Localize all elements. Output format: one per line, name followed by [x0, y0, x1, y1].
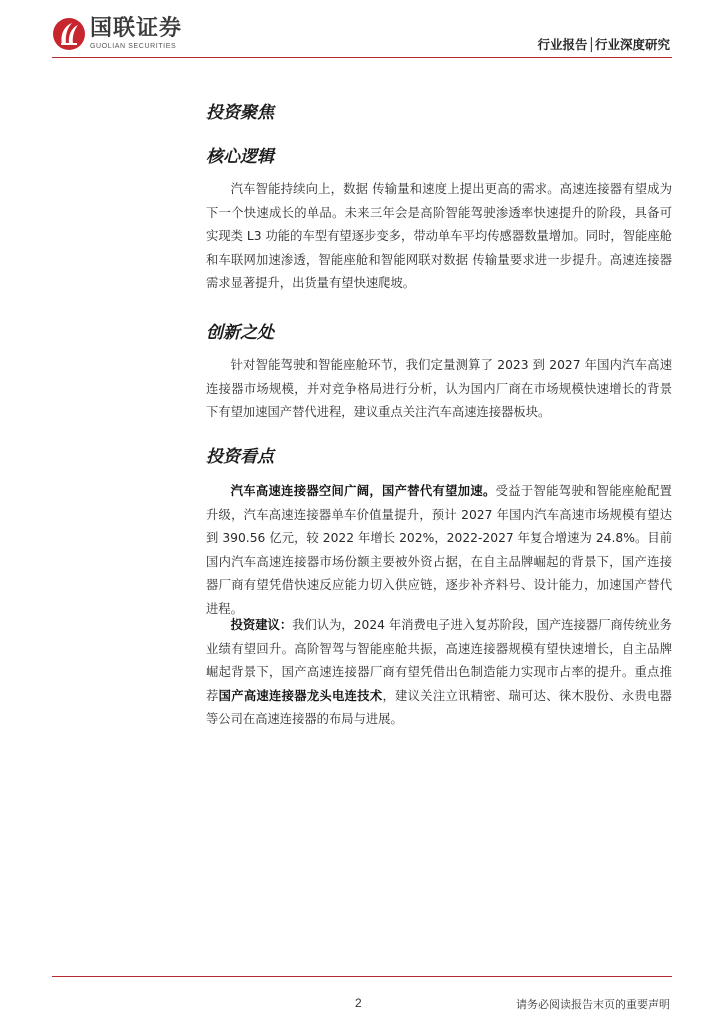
page-header — [0, 0, 724, 62]
highlights-body: 受益于智能驾驶和智能座舱配置升级，汽车高速连接器单车价值量提升，预计 2027 年国内汽车高速市场规模有望达到 390.56 亿元，较 2022 年增长 202%，2022-2027 年复合增速为 24.8%。目前国内汽车高速连接器市场份额主要被外资占据，在自主品牌崛起的背景下，国产连接器厂商有望凭借快速反应能力切入供应链，逐步补齐料号、设计能力，加速国产替代进程。 — [206, 484, 672, 616]
advice-text-1: 我们认为，2024 年消费电子进入复苏阶段，国产连接器厂商传统业务业绩有望回升。高阶智驾与智能座舱共振，高速连接器规模有望快速增长，自主品牌崛起背景下，国产高速连接器厂商有望凭借出色制造能力实现市占率的提升。重点推荐 — [206, 618, 672, 703]
header-divider — [52, 57, 672, 58]
advice-label: 投资建议： — [230, 618, 293, 632]
brand-name-cn: 国联证券 — [90, 16, 183, 41]
advice-text-2: ，建议关注立讯精密、瑞可达、徕木股份、永贵电器等公司在高速连接器的布局与进展。 — [206, 688, 672, 726]
footer-disclaimer: 请务必阅读报告末页的重要声明 — [516, 998, 670, 1011]
advice-bold-pick: 国产高速连接器龙头电连技术 — [218, 688, 383, 703]
core-logic-paragraph: 汽车智能持续向上，数据 传输量和速度上提出更高的需求。高速连接器有望成为下一个快速成长的单品。未来三年会是高阶智能驾驶渗透率快速提升的阶段，具备可实现类 L3 功能的车型有望逐步变多，带动单车平均传感器数量增加。同时，智能座舱和车联网加速渗透，智能座舱和智能网联对数据 传输量要求进一步提升。高速连接器需求显著提升，出货量有望快速爬坡。 — [206, 182, 672, 290]
highlights-paragraph — [206, 480, 672, 621]
footer-divider — [52, 976, 672, 977]
brand-logo — [52, 17, 182, 51]
guolian-logo-icon — [52, 17, 86, 51]
section-title-focus: 投资聚焦 — [206, 103, 274, 123]
investment-advice-paragraph — [206, 614, 672, 732]
highlights-lead: 汽车高速连接器空间广阔，国产替代有望加速。 — [230, 484, 496, 498]
brand-wordmark — [90, 18, 182, 50]
innovation-paragraph: 针对智能驾驶和智能座舱环节，我们定量测算了 2023 到 2027 年国内汽车高速连接器市场规模，并对竞争格局进行分析，认为国内厂商在市场规模快速增长的背景下有望加速国产替代进程，建议重点关注汽车高速连接器板块。 — [206, 358, 672, 419]
section-title-core-logic: 核心逻辑 — [206, 147, 274, 167]
report-type-label: 行业报告│行业深度研究 — [537, 37, 670, 52]
page-number: 2 — [355, 996, 362, 1010]
section-title-highlights: 投资看点 — [206, 447, 274, 467]
brand-name-en: GUOLIAN SECURITIES — [90, 43, 177, 50]
section-title-innovation: 创新之处 — [206, 323, 274, 343]
